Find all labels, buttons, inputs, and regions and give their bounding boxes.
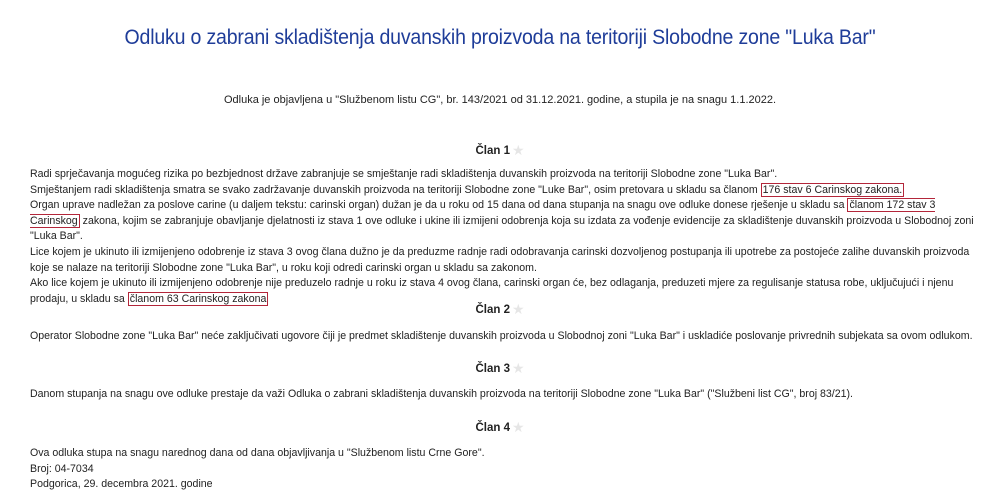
article-3-paragraph-1: Danom stupanja na snagu ove odluke prestaje da važi Odluka o zabrani skladištenja duvanskih proizvoda na teritoriji Slobodne zone "Luka Bar" ("Službeni list CG", broj 83/21). bbox=[30, 388, 853, 400]
article-2-heading bbox=[0, 300, 1000, 317]
article-1-paragraph-3: Organ uprave nadležan za poslove carine (u daljem tekstu: carinski organ) dužan je da u roku od 15 dana od dana stupanja na snagu ove odluke donese rješenje u skladu sa članom 172 stav 3 Carinskog zakona, kojim se zabranjuje obavljanje djelatnosti iz stava 1 ove odluke i ukine ili izmijeni odobrenja koja su izdata za vođenje evidencije za skladištenje duvanskih proizvoda u Slobodnoj zoni "Luka Bar". bbox=[30, 199, 974, 243]
article-heading-label: Član 4 bbox=[475, 422, 510, 434]
article-heading-label: Član 1 bbox=[475, 145, 510, 157]
star-icon[interactable]: ★ bbox=[511, 301, 525, 317]
article-heading-label: Član 2 bbox=[475, 304, 510, 316]
article-1-paragraph-4: Lice kojem je ukinuto ili izmijenjeno odobrenje iz stava 3 ovog člana dužno je da preduzme radnje radi odobravanja carinski dozvoljenog postupanja ili upotrebe za postojeće zalihe duvanskih proizvoda koje se nalaze na teritoriji Slobodne zone "Luka Bar", u roku koji odredi carinski organ u skladu sa zakonom. bbox=[30, 245, 970, 274]
place-and-date: Podgorica, 29. decembra 2021. godine bbox=[30, 478, 213, 491]
article-4-heading bbox=[0, 418, 1000, 435]
article-2-paragraph-1: Operator Slobodne zone "Luka Bar" neće zaključivati ugovore čiji je predmet skladištenje duvanskih proizvoda u Slobodnoj zoni "Luka Bar" i uskladiće poslovanje privrednih subjekata sa ovom odlukom. bbox=[30, 330, 973, 342]
article-4-paragraph-1: Ova odluka stupa na snagu narednog dana od dana objavljivanja u "Službenom listu Crne Gore". bbox=[30, 447, 485, 459]
publication-note: Odluka je objavljena u "Službenom listu CG", br. 143/2021 od 31.12.2021. godine, a stupila je na snagu 1.1.2022. bbox=[223, 94, 777, 106]
article-1-heading bbox=[0, 141, 1000, 158]
article-3-body bbox=[18, 387, 983, 403]
article-1-body bbox=[18, 167, 983, 307]
article-2-body bbox=[18, 329, 983, 345]
document-number: Broj: 04-7034 bbox=[30, 462, 94, 475]
document-title: Odluku o zabrani skladištenja duvanskih proizvoda na teritoriji Slobodne zone "Luka Bar" bbox=[124, 26, 876, 49]
highlighted-law-reference[interactable]: članom 63 Carinskog zakona bbox=[129, 292, 267, 305]
article-1-paragraph-1: Radi sprječavanja mogućeg rizika po bezbjednost države zabranjuje se smještanje radi skladištenja duvanskih proizvoda na teritoriji Slobodne zone "Luka Bar". bbox=[30, 168, 778, 180]
star-icon[interactable]: ★ bbox=[511, 142, 525, 158]
highlighted-law-reference[interactable]: 176 stav 6 Carinskog zakona. bbox=[762, 183, 903, 196]
article-4-body bbox=[18, 446, 983, 493]
star-icon[interactable]: ★ bbox=[511, 360, 525, 376]
article-3-heading bbox=[0, 359, 1000, 376]
highlighted-law-reference[interactable]: članom 172 stav 3 Carinskog bbox=[30, 199, 936, 227]
article-1-paragraph-2: Smještanjem radi skladištenja smatra se svako zadržavanje duvanskih proizvoda na teritoriji Slobodne zone "Luke Bar", osim pretovara u skladu sa članom 176 stav 6 Carinskog zakona. bbox=[30, 183, 903, 196]
article-1-paragraph-5: Ako lice kojem je ukinuto ili izmijenjeno odobrenje nije preduzelo radnje u roku iz stava 4 ovog člana, carinski organ će, bez odlaganja, preduzeti mjere za regulisanje statusa robe, uključujući i njenu prodaju, u skladu sa članom 63 Carinskog zakona bbox=[30, 277, 954, 305]
star-icon[interactable]: ★ bbox=[511, 419, 525, 435]
article-heading-label: Član 3 bbox=[475, 363, 510, 375]
